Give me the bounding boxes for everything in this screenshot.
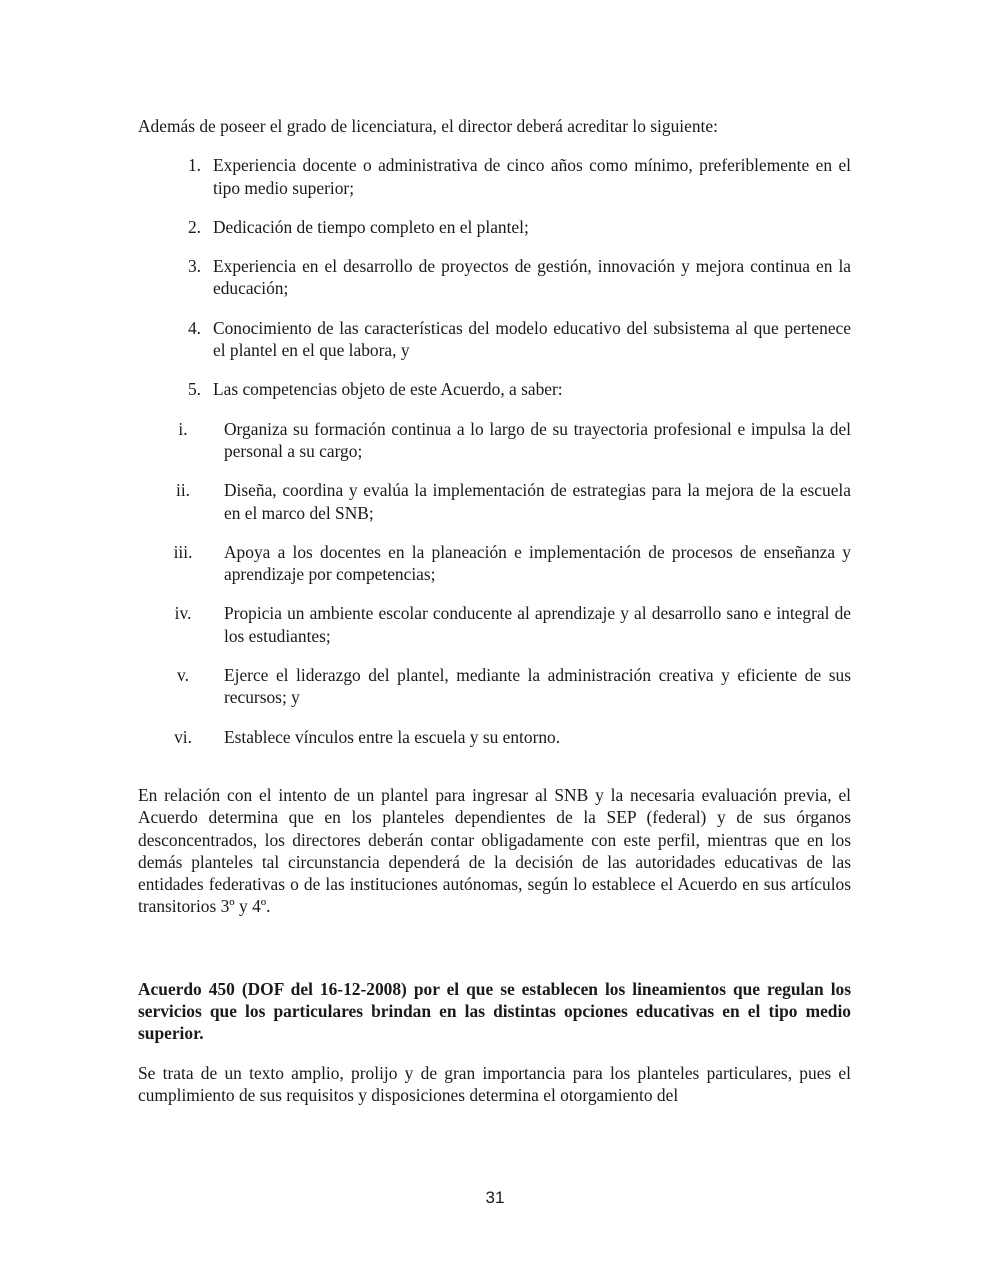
body-paragraph: Se trata de un texto amplio, prolijo y de gran importancia para los planteles particulares, pues el cumplimiento de sus requisitos y disposiciones determina el otorgamiento del [138,1062,851,1105]
list-marker: 2. [187,216,201,237]
list-item [138,726,851,748]
list-marker: vi. [174,726,192,747]
list-marker: i. [178,418,188,439]
list-marker: 3. [187,256,201,277]
list-marker: iv. [174,603,192,624]
list-marker: v. [177,665,189,686]
list-marker: 5. [187,379,201,400]
section-heading: Acuerdo 450 (DOF del 16-12-2008) por el que se establecen los lineamientos que regulan los servicios que los particulares brindan en las distintas opciones educativas en el tipo medio superior. [138,978,851,1044]
list-item-text: Apoya a los docentes en la planeación e implementación de procesos de enseñanza y aprendizaje por competencias; [224,541,851,585]
list-item-text: Experiencia en el desarrollo de proyectos de gestión, innovación y mejora continua en la educación; [213,256,851,299]
list-item [138,154,851,199]
list-item [138,216,851,238]
list-marker: ii. [175,480,190,501]
intro-paragraph: Además de poseer el grado de licenciatura, el director deberá acreditar lo siguiente: [138,116,718,136]
list-item-text: Propicia un ambiente escolar conducente al aprendizaje y al desarrollo sano e integral de los estudiantes; [224,603,851,646]
list-item [138,255,851,300]
list-marker: iii. [173,541,193,562]
snb-paragraph: En relación con el intento de un plantel para ingresar al SNB y la necesaria evaluación previa, el Acuerdo determina que en los planteles dependientes de la SEP (federal) y de sus órganos desconcentrados, los directores deberán contar obligadamente con este perfil, mientras que en los demás planteles tal circunstancia dependerá de la decisión de las autoridades educativas de las entidades federativas o de las instituciones autónomas, según lo establece el Acuerdo en sus artículos transitorios 3º y 4º. [138,784,851,917]
list-item-text: Organiza su formación continua a lo largo de su trayectoria profesional e impulsa la del personal a su cargo; [224,418,851,461]
list-item [138,378,851,400]
list-item-text: Dedicación de tiempo completo en el plantel; [213,216,529,237]
document-page [138,115,851,1106]
list-item-text: Diseña, coordina y evalúa la implementación de estrategias para la mejora de la escuela en el marco del SNB; [224,480,851,523]
list-item-text: Conocimiento de las características del modelo educativo del subsistema al que pertenece el plantel en el que labora, y [213,317,851,361]
list-item [138,317,851,362]
list-item [138,479,851,524]
list-item [138,664,851,709]
list-marker: 1. [187,155,201,176]
page-number: 31 [485,1188,505,1207]
competencies-list [138,418,851,748]
list-item [138,418,851,463]
list-item [138,541,851,586]
list-item-text: Experiencia docente o administrativa de cinco años como mínimo, preferiblemente en el tipo medio superior; [213,155,851,198]
list-item-text: Ejerce el liderazgo del plantel, mediante la administración creativa y eficiente de sus recursos; y [224,665,851,708]
list-item-text: Las competencias objeto de este Acuerdo, a saber: [213,379,563,400]
requirements-list [138,154,851,400]
list-item [138,602,851,647]
list-item-text: Establece vínculos entre la escuela y su entorno. [224,726,561,747]
list-marker: 4. [187,317,201,338]
